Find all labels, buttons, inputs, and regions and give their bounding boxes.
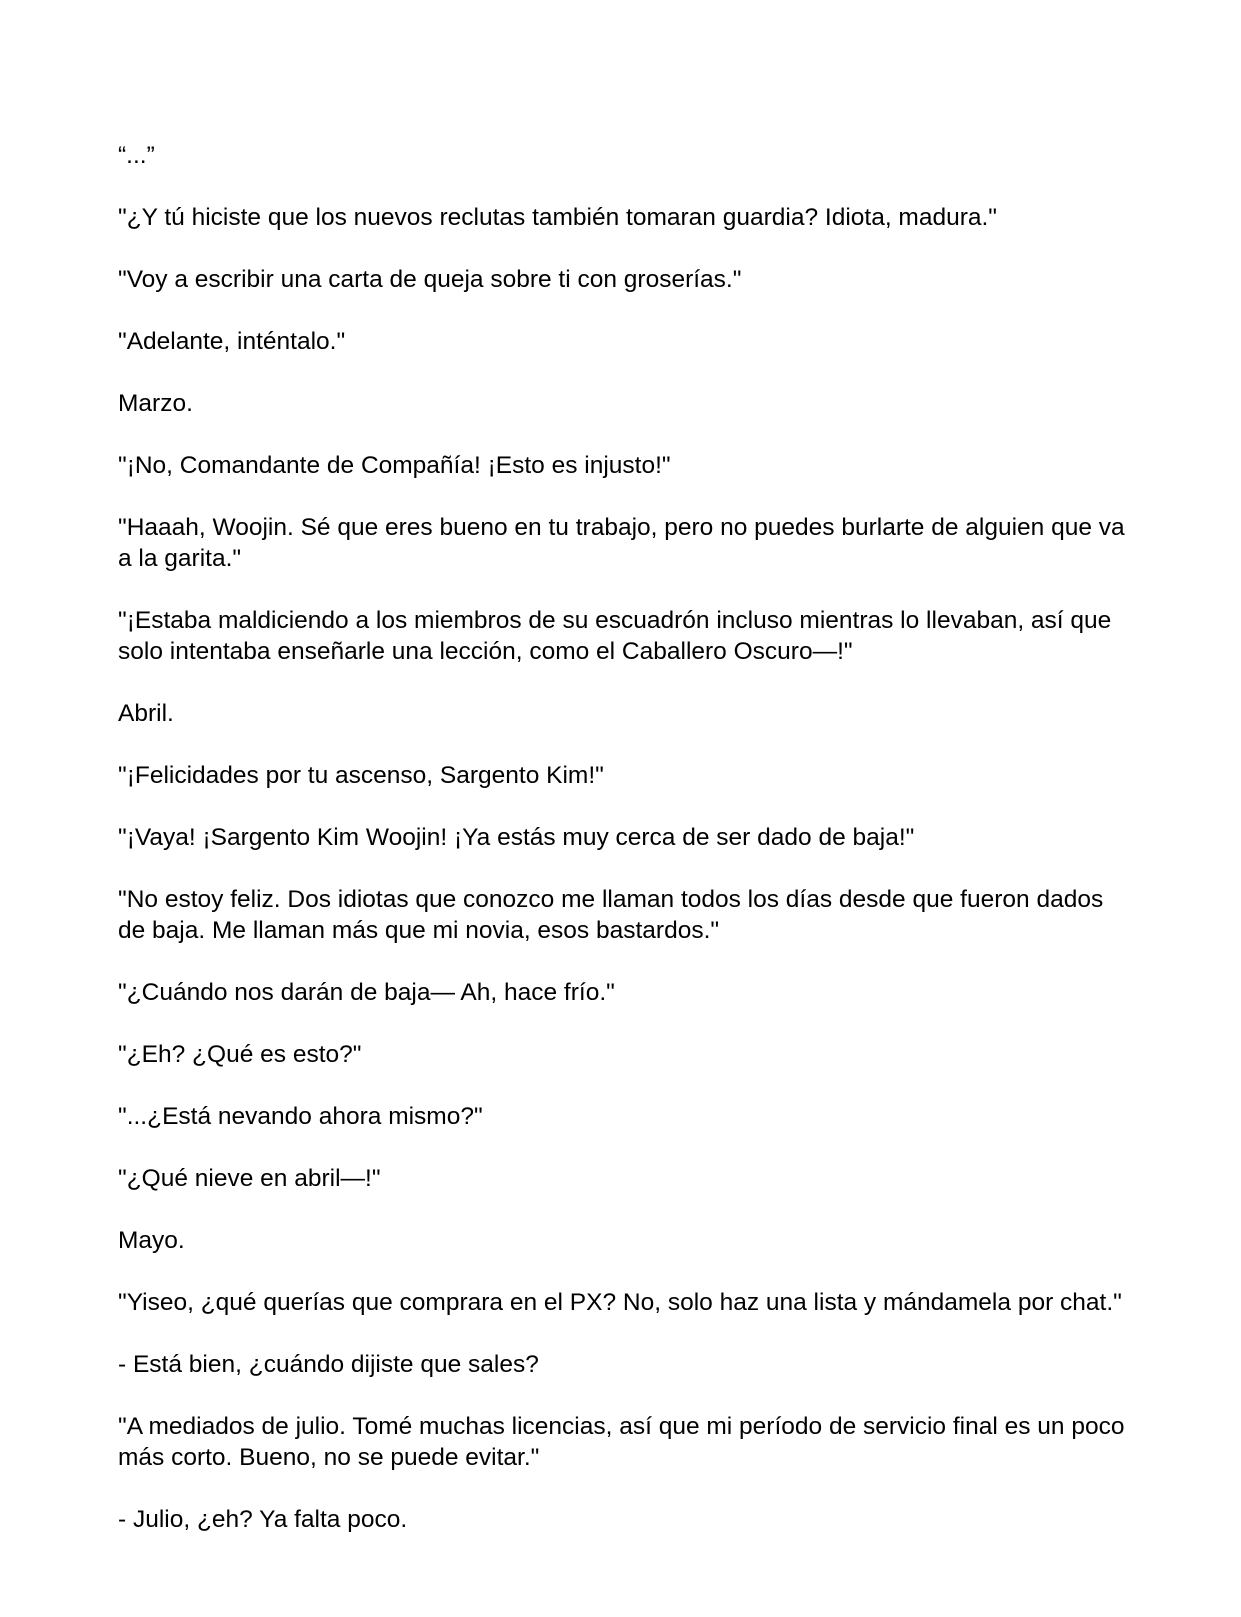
paragraph: "¿Cuándo nos darán de baja— Ah, hace frío." (118, 979, 615, 1006)
paragraph: "Voy a escribir una carta de queja sobre ti con groserías." (118, 266, 742, 293)
paragraph: "¿Qué nieve en abril—!" (118, 1165, 381, 1192)
paragraph: "¡Felicidades por tu ascenso, Sargento Kim!" (118, 762, 604, 789)
paragraph: "A mediados de julio. Tomé muchas licencias, así que mi período de servicio final es un poco más corto. Bueno, no se puede evitar." (118, 1413, 1125, 1471)
document-body (118, 140, 1128, 1566)
paragraph: Mayo. (118, 1227, 185, 1254)
paragraph: - Julio, ¿eh? Ya falta poco. (118, 1506, 408, 1533)
paragraph: “...” (118, 142, 155, 169)
paragraph: "Yiseo, ¿qué querías que comprara en el PX? No, solo haz una lista y mándamela por chat." (118, 1289, 1122, 1316)
paragraph: Abril. (118, 700, 174, 727)
paragraph: "Haaah, Woojin. Sé que eres bueno en tu trabajo, pero no puedes burlarte de alguien que va a la garita." (118, 514, 1125, 572)
paragraph: "No estoy feliz. Dos idiotas que conozco me llaman todos los días desde que fueron dados de baja. Me llaman más que mi novia, esos bastardos." (118, 886, 1104, 944)
paragraph: "...¿Está nevando ahora mismo?" (118, 1103, 483, 1130)
paragraph: "¡No, Comandante de Compañía! ¡Esto es injusto!" (118, 452, 671, 479)
paragraph: Marzo. (118, 390, 193, 417)
paragraph: "¡Vaya! ¡Sargento Kim Woojin! ¡Ya estás muy cerca de ser dado de baja!" (118, 824, 915, 851)
paragraph: - Está bien, ¿cuándo dijiste que sales? (118, 1351, 539, 1378)
paragraph: "¡Estaba maldiciendo a los miembros de su escuadrón incluso mientras lo llevaban, así que solo intentaba enseñarle una lección, como el Caballero Oscuro—!" (118, 607, 1112, 665)
paragraph: "¿Eh? ¿Qué es esto?" (118, 1041, 362, 1068)
paragraph: "Adelante, inténtalo." (118, 328, 346, 355)
paragraph: "¿Y tú hiciste que los nuevos reclutas también tomaran guardia? Idiota, madura." (118, 204, 998, 231)
